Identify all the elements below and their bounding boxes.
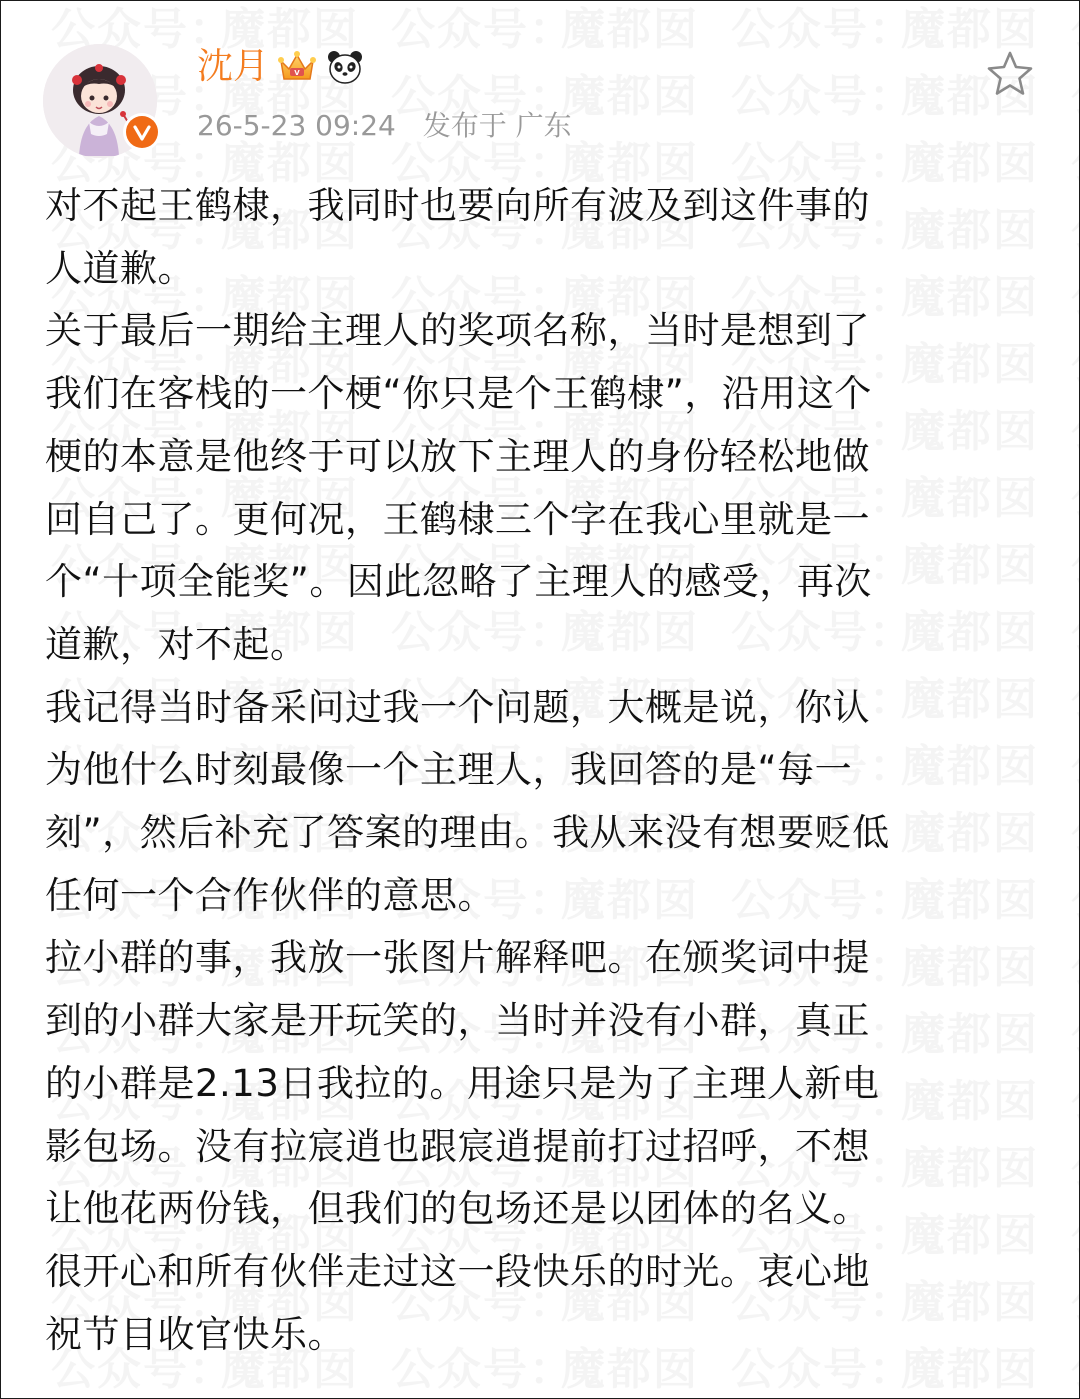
username-row	[197, 41, 365, 93]
post-line: 我记得当时备采问过我一个问题，大概是说，你认	[45, 685, 870, 729]
username[interactable]: 沈月	[197, 46, 270, 87]
verified-badge-icon	[123, 113, 161, 151]
watermark-text	[1071, 1266, 1080, 1330]
post-line: 人道歉。	[45, 246, 195, 290]
post-line: 对不起王鹤棣，我同时也要向所有波及到这件事的	[45, 184, 870, 227]
watermark-text	[1071, 1132, 1080, 1196]
post-location: 发布于 广东	[422, 109, 572, 142]
post-line: 回自己了。更何况，王鹤棣三个字在我心里就是一	[45, 497, 870, 541]
favorite-button[interactable]	[985, 49, 1035, 99]
watermark-text	[1071, 328, 1080, 392]
star-icon	[985, 49, 1035, 99]
svg-text:V: V	[294, 69, 300, 77]
watermark-text	[1071, 864, 1080, 928]
post-line: 任何一个合作伙伴的意思。	[45, 873, 495, 917]
post-line: 我们在客栈的一个梗“你只是个王鹤棣”，沿用这个	[45, 372, 872, 416]
watermark-text	[1071, 529, 1080, 593]
panda-icon	[325, 47, 365, 87]
post-line: 的小群是2.13日我拉的。用途只是为了主理人新电	[45, 1061, 880, 1105]
watermark-text	[1071, 194, 1080, 258]
watermark-text	[1071, 998, 1080, 1062]
post-meta	[197, 104, 572, 144]
watermark-text	[1071, 596, 1080, 660]
watermark-text	[1071, 261, 1080, 325]
post-line: 让他花两份钱，但我们的包场还是以团体的名义。	[45, 1187, 870, 1231]
watermark-text	[1071, 797, 1080, 861]
watermark-text	[1071, 462, 1080, 526]
post-line: 影包场。没有拉宸逍也跟宸逍提前打过招呼，不想	[45, 1124, 870, 1168]
watermark-text	[1071, 1199, 1080, 1263]
post-body	[45, 175, 1040, 1366]
post-line: 关于最后一期给主理人的奖项名称，当时是想到了	[45, 309, 870, 353]
watermark-text	[1071, 663, 1080, 727]
post-header	[1, 1, 1079, 161]
post-line: 很开心和所有伙伴走过这一段快乐的时光。衷心地	[45, 1249, 870, 1293]
post-line: 道歉，对不起。	[45, 622, 308, 666]
post-timestamp: 26-5-23 09:24	[197, 109, 396, 142]
post-line: 梗的本意是他终于可以放下主理人的身份轻松地做	[45, 434, 870, 478]
post-line: 为他什么时刻最像一个主理人，我回答的是“每一	[45, 748, 853, 792]
crown-icon	[277, 47, 317, 87]
post-line: 到的小群大家是开玩笑的，当时并没有小群，真正	[45, 999, 870, 1043]
watermark-text	[1071, 395, 1080, 459]
post-line: 拉小群的事，我放一张图片解释吧。在颁奖词中提	[45, 936, 870, 980]
post-line: 个“十项全能奖”。因此忽略了主理人的感受，再次	[45, 560, 872, 604]
post-line: 祝节目收官快乐。	[45, 1312, 345, 1356]
watermark-text	[1071, 730, 1080, 794]
watermark-text	[1071, 1333, 1080, 1397]
post-line: 刻”，然后补充了答案的理由。我从来没有想要贬低	[45, 811, 890, 855]
watermark-text	[1071, 931, 1080, 995]
watermark-text	[1071, 1065, 1080, 1129]
